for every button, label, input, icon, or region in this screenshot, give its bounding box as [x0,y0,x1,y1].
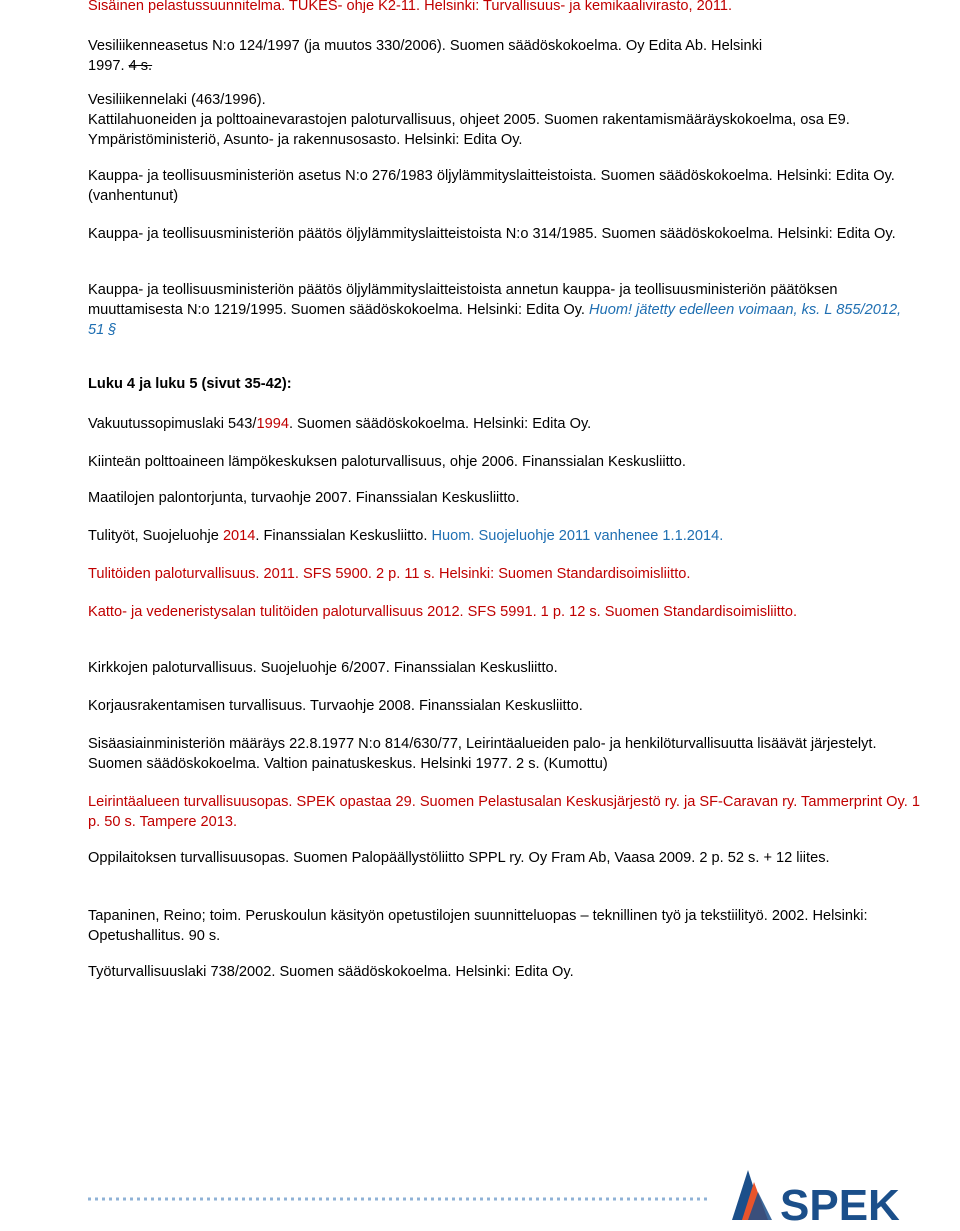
footer-dotted-line [88,1196,708,1202]
reference-text: Oppilaitoksen turvallisuusopas. Suomen Palopäällystöliitto SPPL ry. Oy Fram Ab, Vaasa 2009. 2 p. 52 s. + 12 liites. [88,850,830,866]
note-text: Huom! jätetty edelleen voimaan, ks. L 855/2012, 51 § [88,302,902,338]
reference-e20 [88,962,920,982]
reference-e15 [88,696,920,716]
reference-e05 [88,166,920,206]
reference-text: Vesiliikenneasetus N:o 124/1997 (ja muutos 330/2006). Suomen säädöskokoelma. Oy Edita Ab. Helsinki [88,38,763,54]
reference-e17 [88,792,920,832]
reference-text: Leirintäalueen turvallisuusopas. SPEK opastaa 29. Suomen Pelastusalan Keskusjärjestö ry. ja SF-Caravan ry. Tammerprint Oy. 1 p. 50 s. Tampere 2013. [88,794,920,830]
reference-e07 [88,280,920,340]
reference-text: Tulityöt, Suojeluohje [88,528,223,544]
reference-text: Kattilahuoneiden ja polttoainevarastojen paloturvallisuus, ohjeet 2005. Suomen rakentamismääräyskokoelma, osa E9. Ympäristöministeriö, Asunto- ja rakennusosasto. Helsinki: Edita Oy. [88,112,850,148]
reference-text: 1997. [88,58,129,74]
reference-e04 [88,110,920,150]
reference-text: Tulitöiden paloturvallisuus. 2011. SFS 5900. 2 p. 11 s. Helsinki: Suomen Standardisoimisliitto. [88,566,691,582]
reference-e08 [88,414,920,434]
reference-e16 [88,734,920,774]
reference-text: . Finanssialan Keskusliitto. [255,528,432,544]
struck-text: 4 s. [128,58,153,74]
reference-text: Katto- ja vedeneristysalan tulitöiden paloturvallisuus 2012. SFS 5991. 1 p. 12 s. Suomen Standardisoimisliitto. [88,604,798,620]
spek-logo [718,1164,958,1228]
reference-e09 [88,452,920,472]
reference-text: Maatilojen palontorjunta, turvaohje 2007. Finanssialan Keskusliitto. [88,490,520,506]
reference-text: Kauppa- ja teollisuusministeriön asetus N:o 276/1983 öljylämmityslaitteistoista. Suomen säädöskokoelma. Helsinki: Edita Oy. (vanhentunut) [88,168,895,204]
reference-e19 [88,906,920,946]
reference-text: Sisäasiainministeriön määräys 22.8.1977 N:o 814/630/77, Leirintäalueiden palo- ja henkilöturvallisuutta lisäävät järjestelyt. Suomen säädöskokoelma. Valtion painatuskeskus. Helsinki 1977. 2 s. (Kumottu) [88,736,877,772]
reference-e10 [88,488,920,508]
reference-text: Kiinteän polttoaineen lämpökeskuksen paloturvallisuus, ohje 2006. Finanssialan Keskusliitto. [88,454,686,470]
reference-e01 [88,0,920,16]
reference-e11 [88,526,920,546]
reference-text: Korjausrakentamisen turvallisuus. Turvaohje 2008. Finanssialan Keskusliitto. [88,698,583,714]
reference-text: Tapaninen, Reino; toim. Peruskoulun käsityön opetustilojen suunnitteluopas – teknillinen työ ja tekstiilityö. 2002. Helsinki: Opetushallitus. 90 s. [88,908,868,944]
highlighted-year: 1994 [256,416,289,432]
reference-text: Kirkkojen paloturvallisuus. Suojeluohje 6/2007. Finanssialan Keskusliitto. [88,660,558,676]
reference-text: . Suomen säädöskokoelma. Helsinki: Edita Oy. [288,416,592,432]
reference-e12 [88,564,920,584]
reference-e14 [88,658,920,678]
note-text: Huom. Suojeluohje 2011 vanhenee 1.1.2014. [431,528,724,544]
reference-text: Kauppa- ja teollisuusministeriön päätös öljylämmityslaitteistoista N:o 314/1985. Suomen säädöskokoelma. Helsinki: Edita Oy. [88,226,896,242]
reference-text: Työturvallisuuslaki 738/2002. Suomen säädöskokoelma. Helsinki: Edita Oy. [88,964,574,980]
reference-text: Vesiliikennelaki (463/1996). [88,92,266,108]
reference-e03 [88,90,920,110]
reference-text: Sisäinen pelastussuunnitelma. TUKES- ohje K2-11. Helsinki: Turvallisuus- ja kemikaalivirasto, 2011. [88,0,733,14]
reference-e06 [88,224,920,244]
logo-text: SPEK [780,1181,900,1228]
reference-text: Vakuutussopimuslaki 543/ [88,416,257,432]
reference-e02 [88,36,920,76]
highlighted-year: 2014 [222,528,256,544]
reference-text: Kauppa- ja teollisuusministeriön päätös öljylämmityslaitteistoista annetun kauppa- ja teollisuusministeriön päätöksen muuttamisesta N:o 1219/1995. Suomen säädöskokoelma. Helsinki: Edita Oy. [88,282,838,318]
reference-e13 [88,602,920,622]
reference-e18 [88,848,920,868]
section-heading: Luku 4 ja luku 5 (sivut 35-42): [88,376,292,392]
